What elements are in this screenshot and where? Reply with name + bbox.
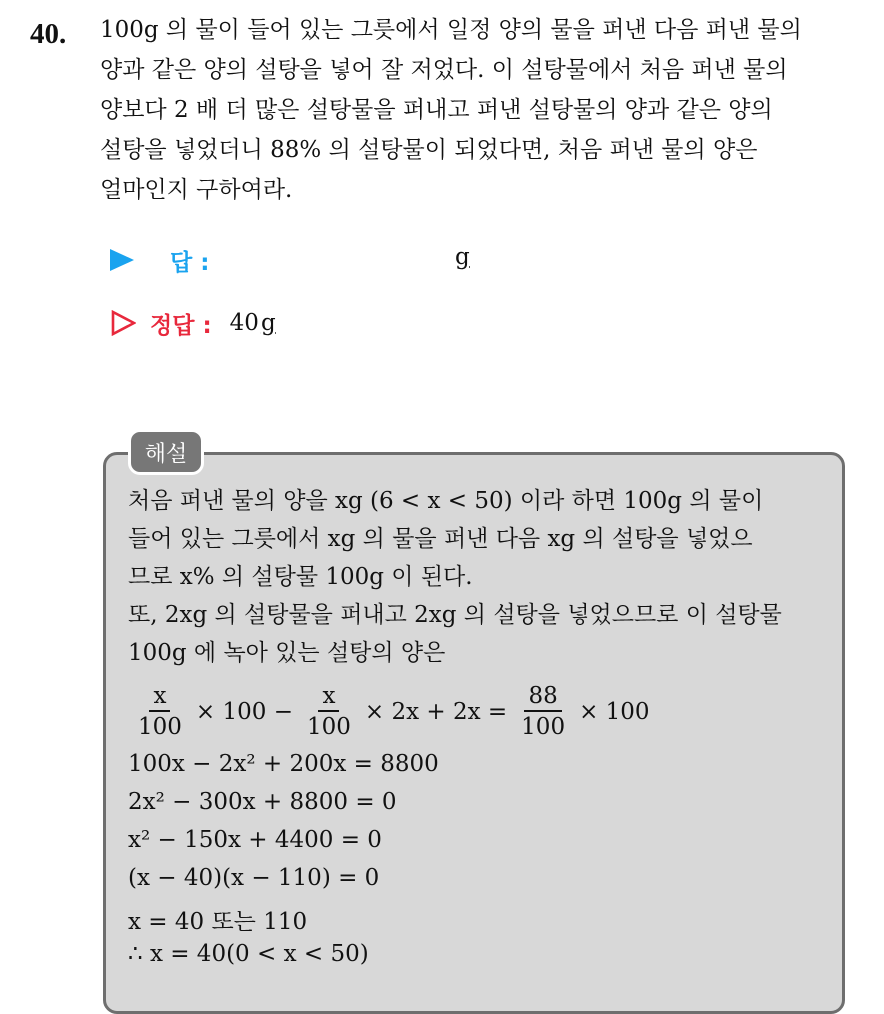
- fraction: [303, 682, 355, 742]
- correct-answer-value: [230, 310, 276, 336]
- fraction-denominator: 100: [521, 714, 566, 740]
- explanation-line: 므로 x% 의 설탕물 100g 이 된다.: [128, 564, 473, 590]
- question-line: 설탕을 넣었더니 88% 의 설탕물이 되었다면, 처음 퍼낸 물의 양은: [100, 137, 758, 163]
- question-text: [100, 10, 860, 210]
- question-line: 100g 의 물이 들어 있는 그릇에서 일정 양의 물을 퍼낸 다음 퍼낸 물의: [100, 17, 802, 43]
- equation-term: × 2x + 2x =: [364, 699, 508, 725]
- equation-step: 100x − 2x² + 200x = 8800: [128, 751, 439, 777]
- fraction-denominator: 100: [306, 714, 351, 740]
- equation-step: (x − 40)(x − 110) = 0: [128, 865, 380, 891]
- fraction-numerator: x: [318, 682, 339, 712]
- fraction-equation: [128, 680, 654, 744]
- answer-label: 답 :: [170, 249, 210, 276]
- fraction: [134, 682, 186, 742]
- fraction: [517, 682, 569, 742]
- fraction-denominator: 100: [138, 714, 182, 740]
- fraction-numerator: 88: [524, 682, 561, 712]
- question-line: 얼마인지 구하여라.: [100, 177, 293, 203]
- equation-step: ∴ x = 40(0 < x < 50): [128, 941, 369, 967]
- explanation-text: [128, 482, 828, 672]
- explanation-line: 들어 있는 그릇에서 xg 의 물을 퍼낸 다음 xg 의 설탕을 넣었으: [128, 526, 753, 552]
- question-line: 양보다 2 배 더 많은 설탕물을 퍼내고 퍼낸 설탕물의 양과 같은 양의: [100, 97, 773, 123]
- explanation-tag: 해설: [128, 429, 204, 475]
- correct-answer-row: [110, 303, 276, 343]
- explanation-line: 또, 2xg 의 설탕물을 퍼내고 2xg 의 설탕을 넣었으므로 이 설탕물: [128, 602, 782, 628]
- equation-term: × 100: [579, 699, 650, 725]
- fraction-numerator: x: [149, 682, 170, 712]
- correct-answer-unit: g: [260, 310, 276, 336]
- outline-triangle-icon: [110, 310, 136, 336]
- play-triangle-icon: [110, 249, 134, 271]
- answer-row: [110, 240, 209, 280]
- equation-step: 2x² − 300x + 8800 = 0: [128, 789, 397, 815]
- correct-answer-label: 정답 :: [150, 312, 212, 339]
- correct-answer-number: 40: [229, 310, 259, 336]
- question-number: 40.: [30, 18, 67, 50]
- equation-step: x = 40 또는 110: [128, 909, 308, 935]
- equation-term: × 100 −: [195, 699, 293, 725]
- explanation-line: 처음 퍼낸 물의 양을 xg (6 < x < 50) 이라 하면 100g 의 물이: [128, 488, 764, 514]
- question-line: 양과 같은 양의 설탕을 넣어 잘 저었다. 이 설탕물에서 처음 퍼낸 물의: [100, 57, 788, 83]
- explanation-line: 100g 에 녹아 있는 설탕의 양은: [128, 640, 446, 666]
- equation-step: x² − 150x + 4400 = 0: [128, 827, 382, 853]
- answer-unit: g: [455, 244, 470, 270]
